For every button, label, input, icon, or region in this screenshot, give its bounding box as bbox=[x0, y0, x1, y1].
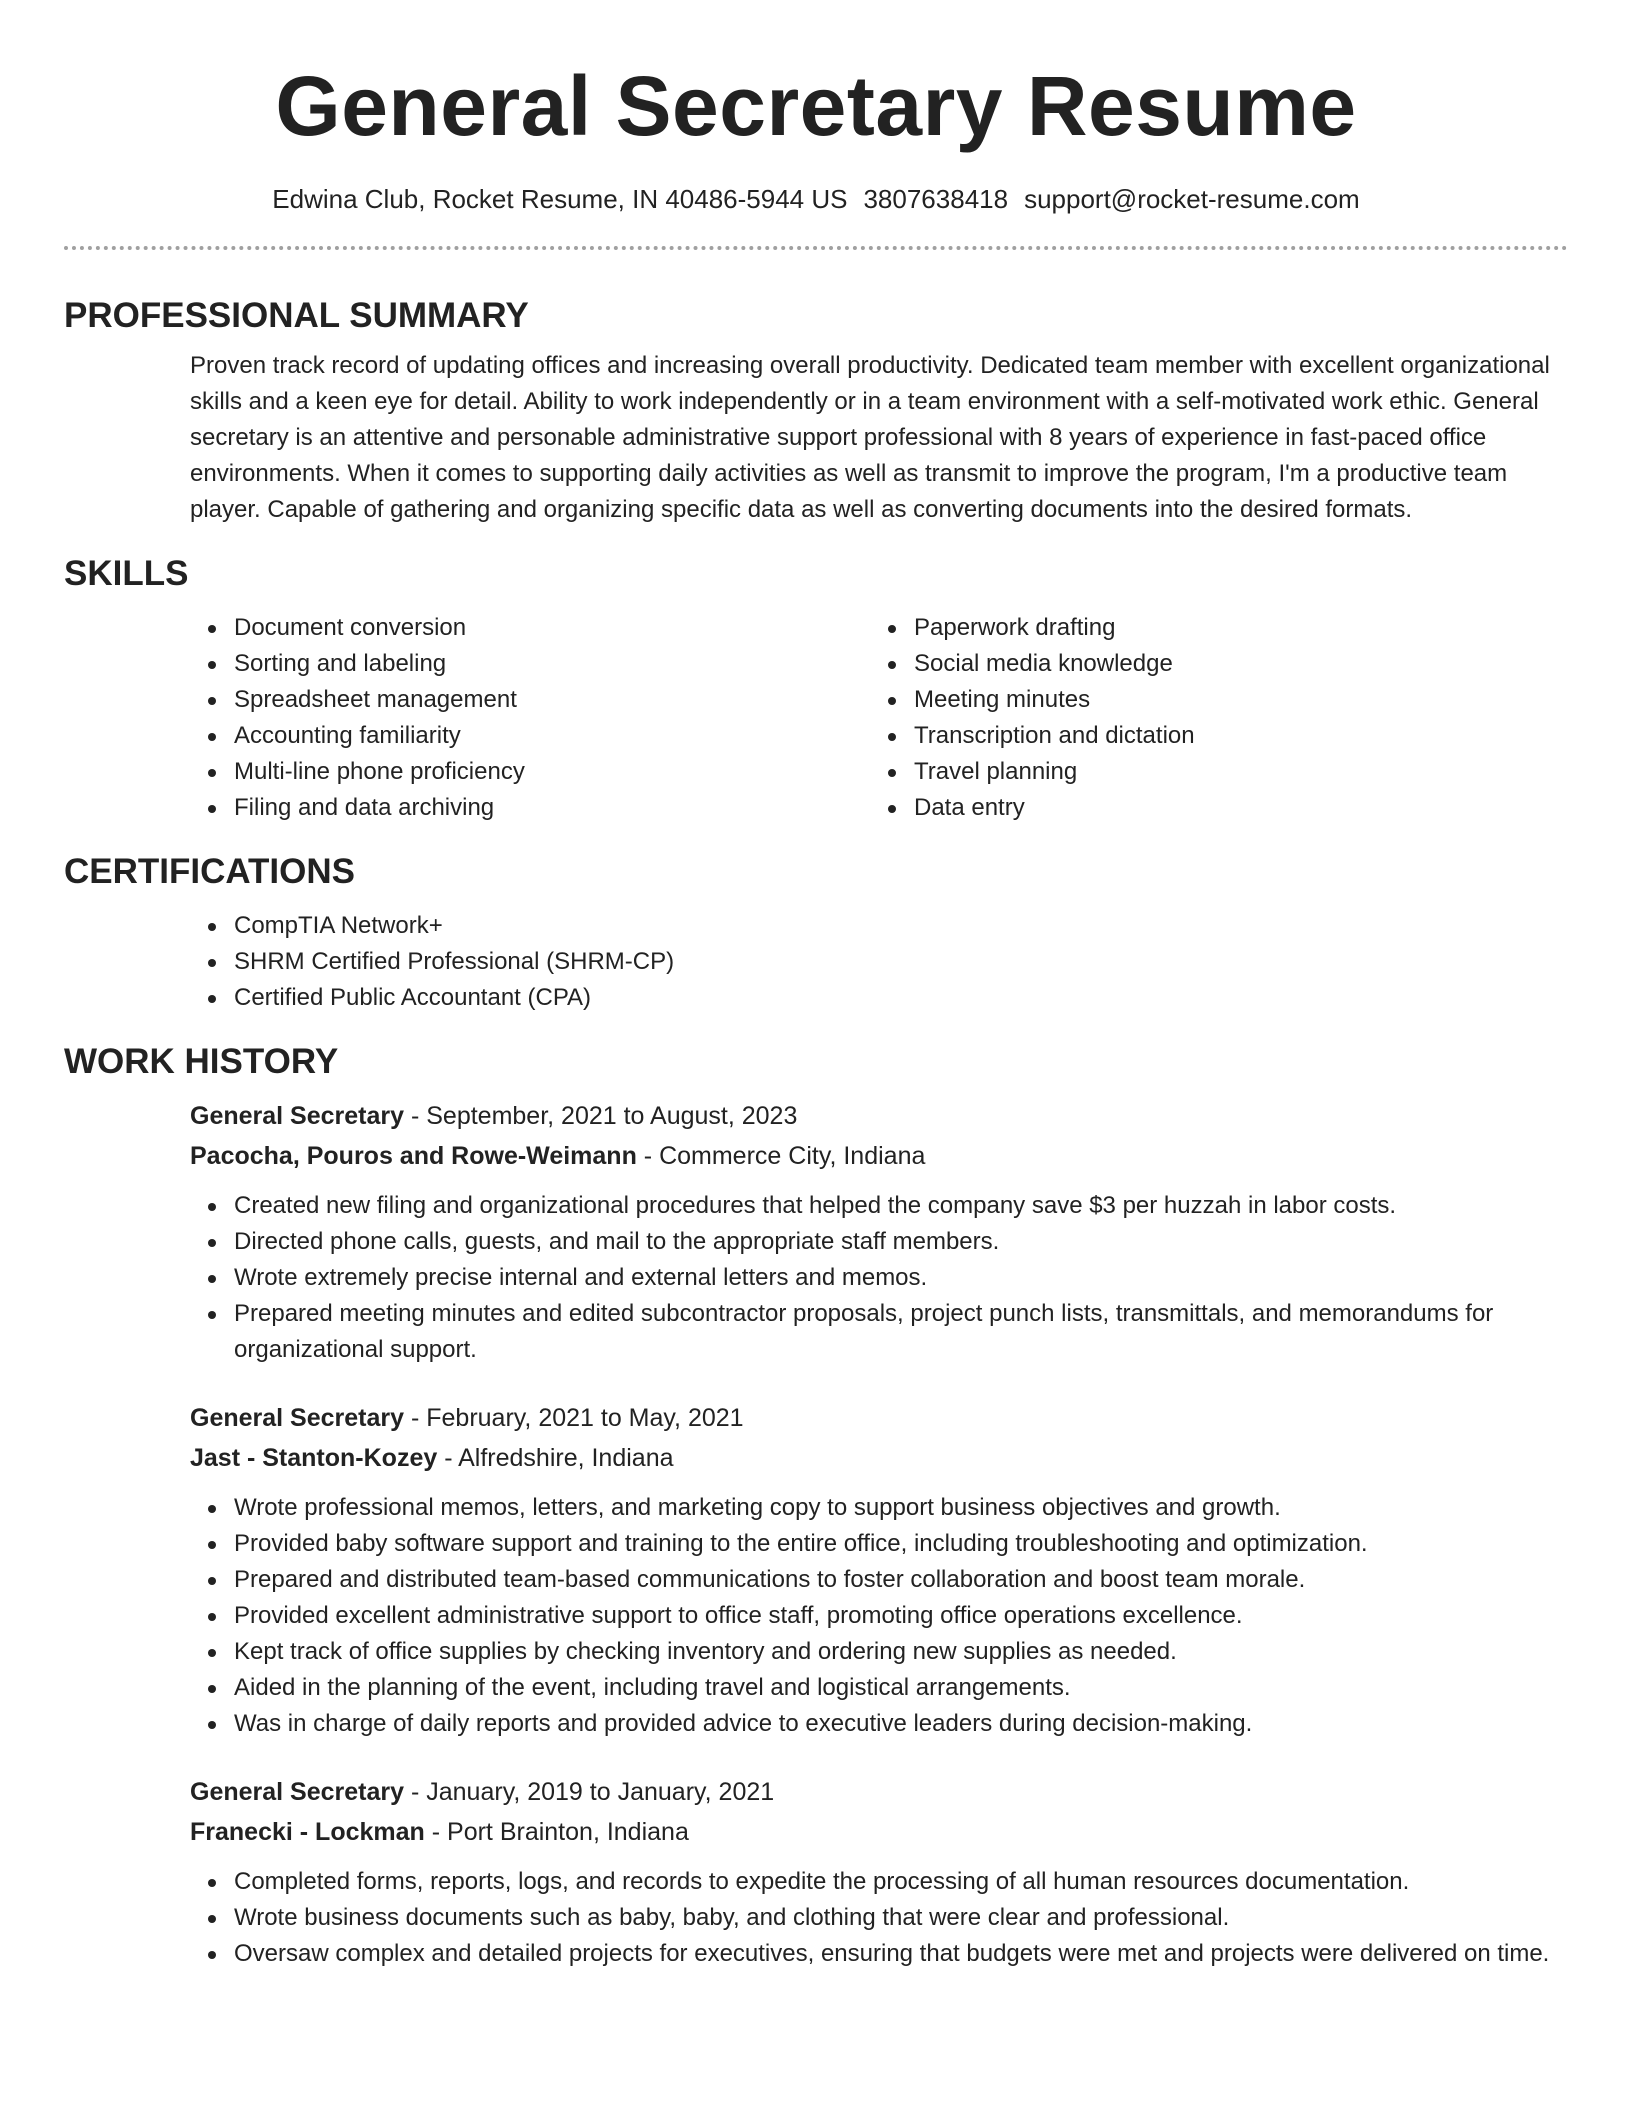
resume-title: General Secretary Resume bbox=[275, 59, 1357, 153]
skills-column-left bbox=[190, 610, 870, 826]
job-dates: - September, 2021 to August, 2023 bbox=[404, 1102, 798, 1130]
job-company: Franecki - Lockman bbox=[190, 1818, 425, 1846]
job-bullet: Was in charge of daily reports and provided advice to executive leaders during decision-making. bbox=[234, 1706, 1568, 1742]
section-title-certifications: CERTIFICATIONS bbox=[64, 852, 356, 891]
certification-item: SHRM Certified Professional (SHRM-CP) bbox=[234, 944, 1568, 980]
header-divider bbox=[64, 246, 1568, 250]
job-dates: - January, 2019 to January, 2021 bbox=[404, 1778, 775, 1806]
job-bullet: Aided in the planning of the event, including travel and logistical arrangements. bbox=[234, 1670, 1568, 1706]
job-company: Pacocha, Pouros and Rowe-Weimann bbox=[190, 1142, 637, 1170]
job-bullet: Provided baby software support and training to the entire office, including troubleshooting and optimization. bbox=[234, 1526, 1568, 1562]
job-bullet: Oversaw complex and detailed projects for executives, ensuring that budgets were met and projects were delivered on time. bbox=[234, 1936, 1568, 1972]
contact-email: support@rocket-resume.com bbox=[1024, 184, 1360, 214]
job-bullet: Kept track of office supplies by checking inventory and ordering new supplies as needed. bbox=[234, 1634, 1568, 1670]
contact-phone: 3807638418 bbox=[863, 184, 1009, 214]
job-bullet: Wrote extremely precise internal and external letters and memos. bbox=[234, 1260, 1568, 1296]
skill-item: Meeting minutes bbox=[914, 682, 1550, 718]
job-company-line bbox=[190, 1812, 1568, 1852]
section-title-work-history: WORK HISTORY bbox=[64, 1042, 339, 1081]
contact-line bbox=[64, 182, 1568, 216]
job-bullet: Wrote professional memos, letters, and marketing copy to support business objectives and growth. bbox=[234, 1490, 1568, 1526]
skill-item: Sorting and labeling bbox=[234, 646, 870, 682]
skills-grid bbox=[190, 610, 1568, 826]
job-title: General Secretary bbox=[190, 1404, 405, 1432]
job-dates: - February, 2021 to May, 2021 bbox=[404, 1404, 744, 1432]
job-company-line bbox=[190, 1438, 1568, 1478]
job-bullet: Prepared and distributed team-based communications to foster collaboration and boost team morale. bbox=[234, 1562, 1568, 1598]
job-location: - Alfredshire, Indiana bbox=[437, 1444, 674, 1472]
job-bullet: Directed phone calls, guests, and mail to the appropriate staff members. bbox=[234, 1224, 1568, 1260]
job-company-line bbox=[190, 1136, 1568, 1176]
skill-item: Paperwork drafting bbox=[914, 610, 1550, 646]
skill-item: Travel planning bbox=[914, 754, 1550, 790]
skill-item: Social media knowledge bbox=[914, 646, 1550, 682]
contact-address: Edwina Club, Rocket Resume, IN 40486-5944 US bbox=[272, 184, 848, 214]
job-title-line bbox=[190, 1772, 1568, 1812]
job-title-line bbox=[190, 1096, 1568, 1136]
skill-item: Document conversion bbox=[234, 610, 870, 646]
skill-item: Filing and data archiving bbox=[234, 790, 870, 826]
skill-item: Transcription and dictation bbox=[914, 718, 1550, 754]
section-title-summary: PROFESSIONAL SUMMARY bbox=[64, 296, 529, 335]
skill-item: Accounting familiarity bbox=[234, 718, 870, 754]
job-entry bbox=[190, 1096, 1568, 1368]
job-entry bbox=[190, 1398, 1568, 1742]
certification-item: Certified Public Accountant (CPA) bbox=[234, 980, 1568, 1016]
job-title: General Secretary bbox=[190, 1102, 405, 1130]
job-location: - Commerce City, Indiana bbox=[636, 1142, 926, 1170]
job-title-line bbox=[190, 1398, 1568, 1438]
job-bullet: Provided excellent administrative support to office staff, promoting office operations excellence. bbox=[234, 1598, 1568, 1634]
job-bullet: Completed forms, reports, logs, and records to expedite the processing of all human resources documentation. bbox=[234, 1864, 1568, 1900]
skill-item: Data entry bbox=[914, 790, 1550, 826]
job-company: Jast - Stanton-Kozey bbox=[190, 1444, 438, 1472]
section-title-skills: SKILLS bbox=[64, 554, 189, 593]
summary-text: Proven track record of updating offices and increasing overall productivity. Dedicated team member with excellent organizational skills and a keen eye for detail. Ability to work independently or in a team environment with a self-motivated work ethic. General secretary is an attentive and personable administrative support professional with 8 years of experience in fast-paced office environments. When it comes to supporting daily activities as well as transmit to improve the program, I'm a productive team player. Capable of gathering and organizing specific data as well as converting documents into the desired formats. bbox=[190, 352, 1550, 523]
job-entry bbox=[190, 1772, 1568, 1972]
skills-column-right bbox=[870, 610, 1550, 826]
job-location: - Port Brainton, Indiana bbox=[424, 1818, 689, 1846]
certifications-list bbox=[190, 908, 1568, 1016]
certification-item: CompTIA Network+ bbox=[234, 908, 1568, 944]
job-bullet: Wrote business documents such as baby, baby, and clothing that were clear and professional. bbox=[234, 1900, 1568, 1936]
job-bullet: Created new filing and organizational procedures that helped the company save $3 per huzzah in labor costs. bbox=[234, 1188, 1568, 1224]
job-bullet: Prepared meeting minutes and edited subcontractor proposals, project punch lists, transmittals, and memorandums for organizational support. bbox=[234, 1296, 1568, 1368]
skill-item: Spreadsheet management bbox=[234, 682, 870, 718]
skill-item: Multi-line phone proficiency bbox=[234, 754, 870, 790]
resume-page bbox=[64, 0, 1568, 1972]
job-title: General Secretary bbox=[190, 1778, 405, 1806]
